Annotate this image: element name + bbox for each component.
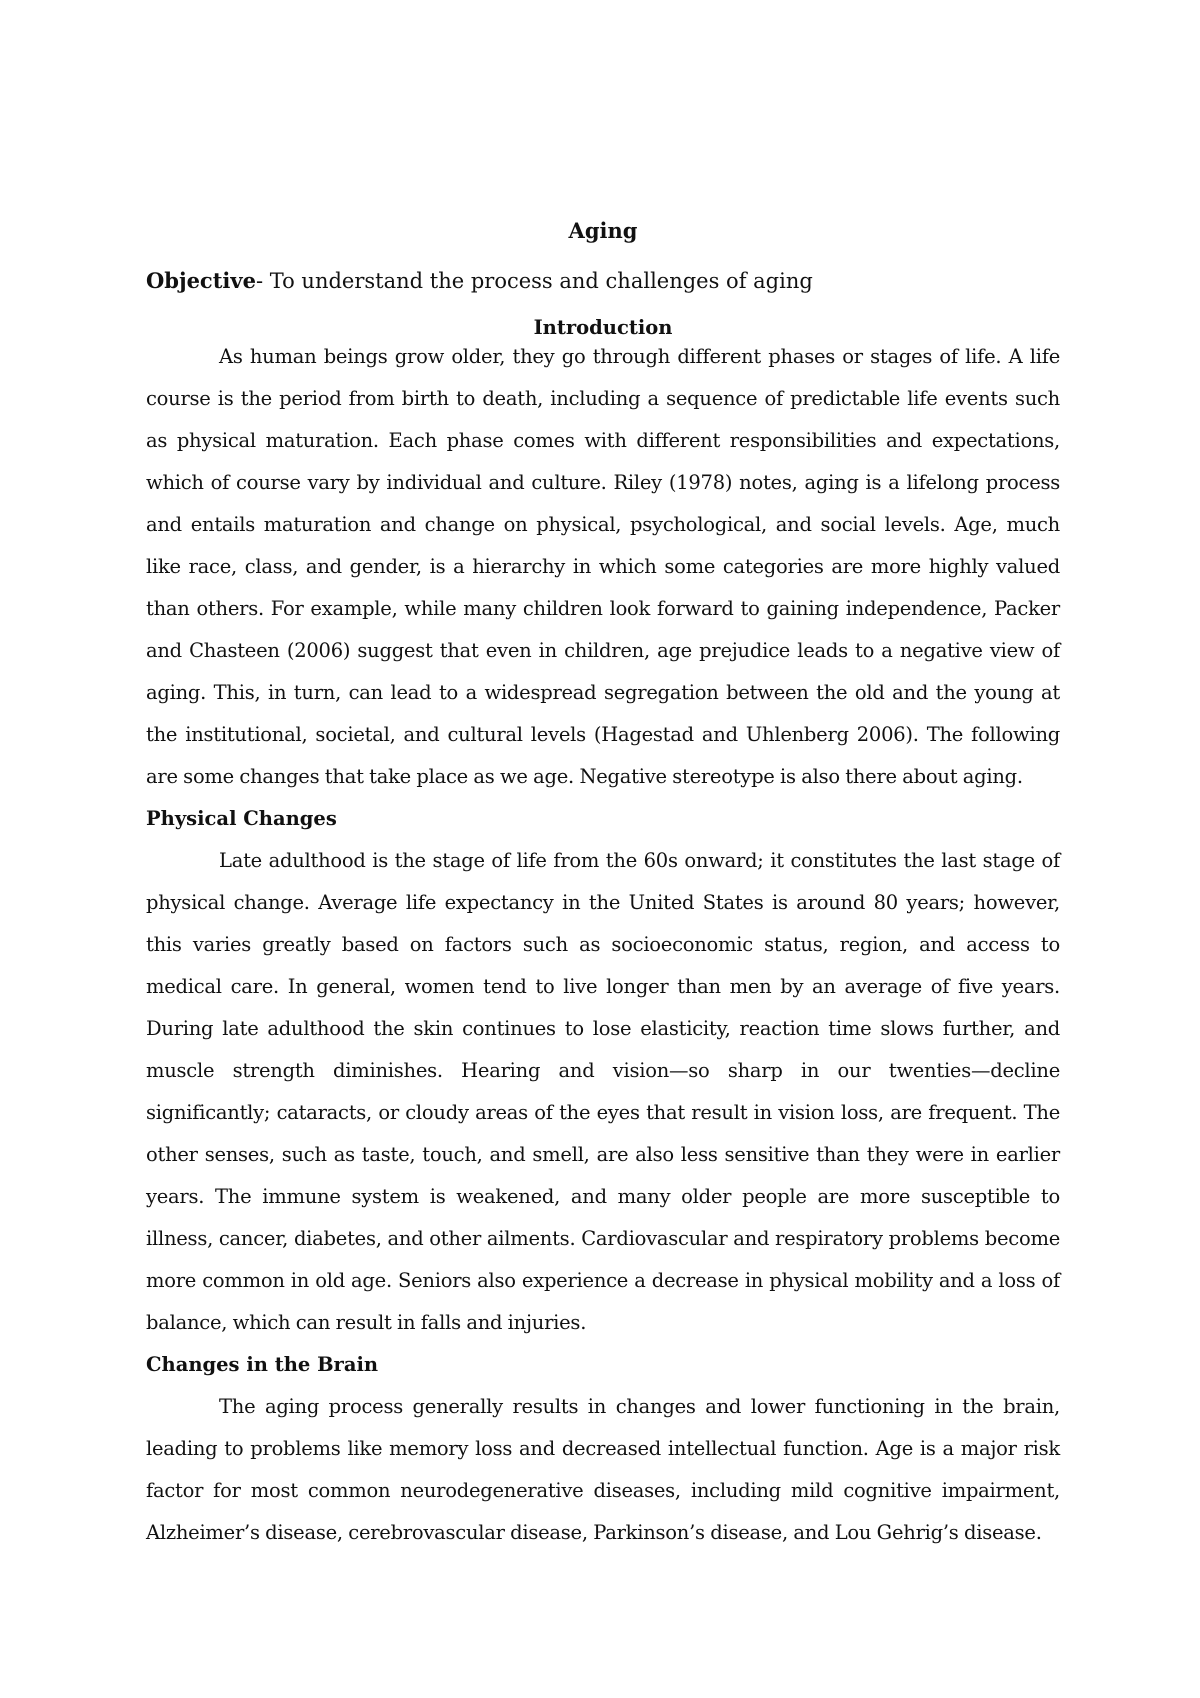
document-title: Aging <box>568 218 638 243</box>
brain-changes-heading: Changes in the Brain <box>146 1353 379 1376</box>
objective-line <box>146 266 1060 296</box>
physical-changes-heading: Physical Changes <box>146 807 337 830</box>
introduction-paragraph: As human beings grow older, they go through different phases or stages of life. A life course is the period from birth to death, including a sequence of predictable life events such as physical maturation. Each phase comes with different responsibilities and expectations, which of course vary by individual and culture. Riley (1978) notes, aging is a lifelong process and entails maturation and change on physical, psychological, and social levels. Age, much like race, class, and gender, is a hierarchy in which some categories are more highly valued than others. For example, while many children look forward to gaining independence, Packer and Chasteen (2006) suggest that even in children, age prejudice leads to a negative view of aging. This, in turn, can lead to a widespread segregation between the old and the young at the institutional, societal, and cultural levels (Hagestad and Uhlenberg 2006). The following are some changes that take place as we age. Negative stereotype is also there about aging. <box>146 345 1060 788</box>
physical-changes-paragraph: Late adulthood is the stage of life from the 60s onward; it constitutes the last stage of physical change. Average life expectancy in the United States is around 80 years; however, this varies greatly based on factors such as socioeconomic status, region, and access to medical care. In general, women tend to live longer than men by an average of five years. During late adulthood the skin continues to lose elasticity, reaction time slows further, and muscle strength diminishes. Hearing and vision—so sharp in our twenties—decline significantly; cataracts, or cloudy areas of the eyes that result in vision loss, are frequent. The other senses, such as taste, touch, and smell, are also less sensitive than they were in earlier years. The immune system is weakened, and many older people are more susceptible to illness, cancer, diabetes, and other ailments. Cardiovascular and respiratory problems become more common in old age. Seniors also experience a decrease in physical mobility and a loss of balance, which can result in falls and injuries. <box>146 849 1060 1334</box>
introduction-heading: Introduction <box>533 316 673 339</box>
document-page <box>146 200 1060 1554</box>
brain-changes-paragraph: The aging process generally results in changes and lower functioning in the brain, leading to problems like memory loss and decreased intellectual function. Age is a major risk factor for most common neurodegenerative diseases, including mild cognitive impairment, Alzheimer’s disease, cerebrovascular disease, Parkinson’s disease, and Lou Gehrig’s disease. <box>146 1395 1060 1544</box>
objective-label: Objective <box>146 268 256 293</box>
objective-text: - To understand the process and challenges of aging <box>255 269 813 293</box>
